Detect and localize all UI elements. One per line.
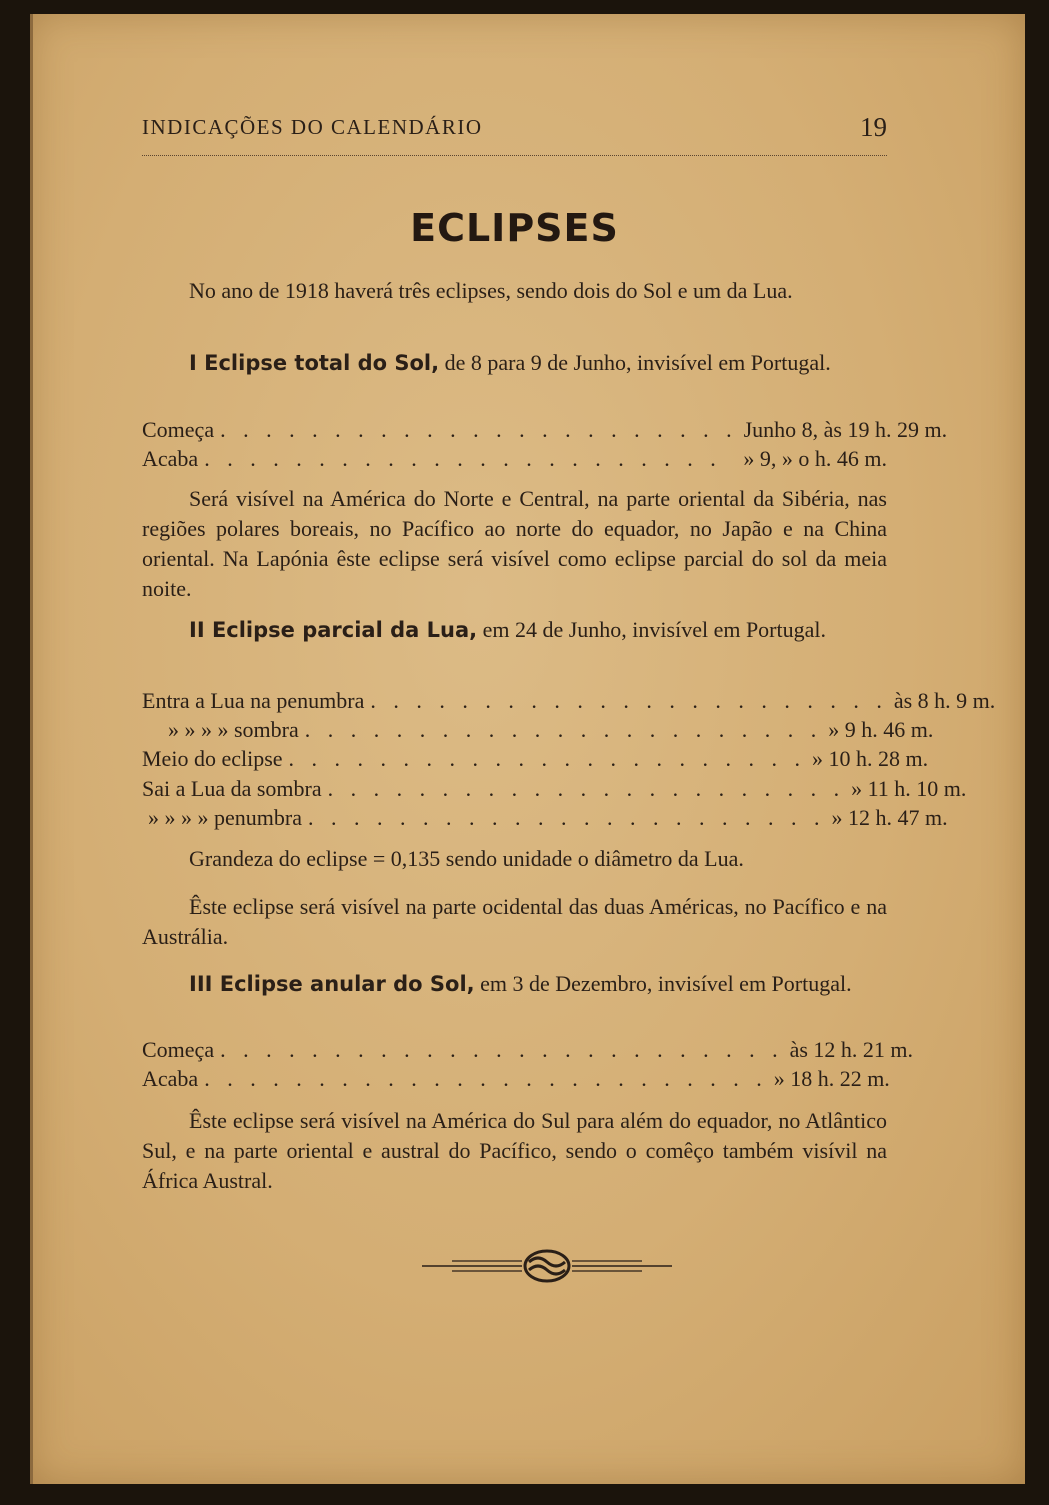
row-label: » » » » penumbra: [148, 805, 302, 830]
eclipse1-title: I Eclipse total do Sol,: [189, 351, 440, 375]
eclipse2-note1-text: Grandeza do eclipse = 0,135 sendo unidade o diâmetro da Lua.: [189, 846, 744, 871]
row-label: Acaba: [142, 1066, 199, 1091]
leader-dots: . . . . . . . . . . . . . . . . . . . . . . .: [288, 746, 807, 771]
eclipse1-note-text: Será visível na América do Norte e Central, na parte oriental da Sibéria, nas regiões polares boreais, no Pacífico ao norte do equador, no Japão e na China oriental. Na Lapónia êste eclipse será visível como eclipse parcial do sol da meia noite.: [142, 486, 887, 601]
eclipse2-title: II Eclipse parcial da Lua,: [189, 618, 478, 642]
eclipse3-title: III Eclipse anular do Sol,: [189, 972, 475, 996]
leader-dots: . . . . . . . . . . . . . . . . . . . . . . .: [370, 688, 888, 713]
eclipse2-row-penumbra-out: [142, 803, 948, 833]
row-value: » 10 h. 28 m.: [812, 746, 929, 771]
row-value: » 9 h. 46 m.: [828, 717, 934, 742]
book-page: [30, 14, 1025, 1484]
leader-dots: . . . . . . . . . . . . . . . . . . . . . . .: [204, 446, 722, 471]
row-label: Acaba: [142, 446, 199, 471]
eclipse2-note2: [142, 892, 887, 952]
row-value: » 12 h. 47 m.: [831, 805, 948, 830]
eclipse1-note: [142, 484, 887, 604]
row-label: Começa: [142, 1037, 215, 1062]
eclipse3-row-start: [142, 1035, 914, 1065]
row-value: » 11 h. 10 m.: [851, 776, 967, 801]
eclipse3-heading: [142, 965, 887, 1003]
eclipse2-title-rest: em 24 de Junho, invisível em Portugal.: [477, 617, 826, 642]
leader-dots: . . . . . . . . . . . . . . . . . . . . . . .: [327, 776, 846, 801]
row-value: às 12 h. 21 m.: [789, 1037, 914, 1062]
eclipse1-heading: [142, 348, 887, 378]
eclipse3-title-rest: em 3 de Dezembro, invisível em Portugal.: [474, 971, 852, 996]
leader-dots: . . . . . . . . . . . . . . . . . . . . . . .: [220, 417, 738, 442]
row-label: Começa: [142, 417, 215, 442]
eclipse1-title-rest: de 8 para 9 de Junho, invisível em Portugal.: [439, 350, 831, 375]
intro-text: No ano de 1918 haverá três eclipses, sendo dois do Sol e um da Lua.: [189, 278, 793, 303]
eclipse2-row-penumbra-in: [142, 686, 996, 716]
running-title: INDICAÇÕES DO CALENDÁRIO: [142, 115, 483, 139]
row-value: » 18 h. 22 m.: [773, 1066, 890, 1091]
row-label: Entra a Lua na penumbra: [142, 688, 365, 713]
intro-paragraph: [142, 276, 887, 306]
eclipse2-note2-text: Êste eclipse será visível na parte ocidental das duas Américas, no Pacífico e na Austrália.: [142, 894, 887, 949]
leader-dots: . . . . . . . . . . . . . . . . . . . . . . . . .: [220, 1037, 784, 1062]
row-label: » » » » sombra: [168, 717, 299, 742]
leader-dots: . . . . . . . . . . . . . . . . . . . . . . . . .: [204, 1066, 768, 1091]
leader-dots: . . . . . . . . . . . . . . . . . . . . . . .: [304, 717, 823, 742]
row-label: Sai a Lua da sombra: [142, 776, 322, 801]
eclipse2-row-shadow-in: [142, 715, 934, 745]
eclipse2-row-middle: [142, 744, 929, 774]
row-label: Meio do eclipse: [142, 746, 283, 771]
eclipse3-note: [142, 1106, 887, 1196]
row-value: Junho 8, às 19 h. 29 m.: [743, 417, 948, 442]
eclipse3-note-text: Êste eclipse será visível na América do Sul para além do equador, no Atlântico Sul, e na parte oriental e austral do Pacífico, sendo o comêço também visívil na África Austral.: [142, 1108, 887, 1193]
eclipse1-row-start: [142, 415, 948, 445]
leader-dots: . . . . . . . . . . . . . . . . . . . . . . .: [307, 805, 826, 830]
eclipse3-row-end: [142, 1064, 890, 1094]
eclipse2-row-shadow-out: [142, 774, 967, 804]
page-number: 19: [860, 112, 887, 142]
wave-rule-ornament-icon: [422, 1246, 672, 1286]
running-header: [142, 112, 887, 156]
page-binding-edge: [30, 14, 33, 1484]
eclipse1-row-end: [142, 444, 887, 474]
page-title: ECLIPSES: [410, 206, 619, 250]
row-value: às 8 h. 9 m.: [893, 688, 996, 713]
eclipse2-heading: [142, 615, 887, 645]
row-value: » 9, » o h. 46 m.: [743, 446, 887, 471]
eclipse2-note1: [142, 844, 887, 874]
